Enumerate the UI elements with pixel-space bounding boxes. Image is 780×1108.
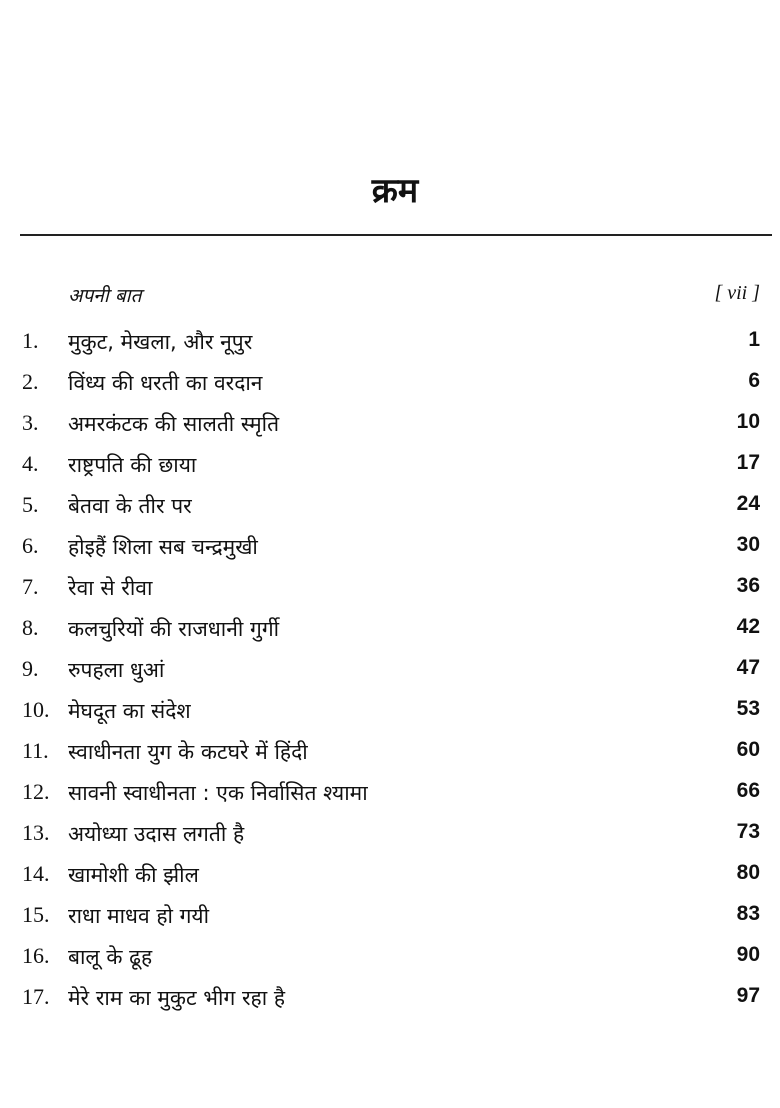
toc-entry-title: स्वाधीनता युग के कटघरे में हिंदी [68,740,308,764]
toc-entry-number: 17. [22,984,50,1009]
toc-entry-number: 16. [22,943,50,968]
toc-entry-page: 97 [736,984,760,1007]
toc-entry-page: 24 [736,492,760,515]
toc-entry-title: मेघदूत का संदेश [68,699,191,723]
toc-entry-page: 36 [736,574,760,597]
toc-entry[interactable] [0,779,780,819]
toc-entry[interactable] [0,615,780,655]
toc-entry-page: 83 [736,902,760,925]
toc-entry[interactable] [0,369,780,409]
toc-entry-number: 12. [22,779,50,804]
toc-entry-title: कलचुरियों की राजधानी गुर्गी [68,617,280,641]
toc-entry-page: 73 [736,820,760,843]
toc-entry-title: बालू के ढूह [68,945,153,969]
toc-entry-number: 9. [22,656,39,681]
toc-entry-page: 42 [736,615,760,638]
toc-entry-title: रेवा से रीवा [68,576,153,600]
toc-entry-number: 1. [22,328,39,353]
toc-entry-number: 15. [22,902,50,927]
toc-entry-number: 5. [22,492,39,517]
toc-entry-page: 53 [736,697,760,720]
toc-entry[interactable] [0,738,780,778]
toc-entry-page: 80 [736,861,760,884]
toc-entry-page: 6 [748,369,760,392]
toc-entry-page: 1 [748,328,760,351]
toc-entry[interactable] [0,697,780,737]
toc-entry[interactable] [0,861,780,901]
toc-entry[interactable] [0,943,780,983]
toc-entry[interactable] [0,902,780,942]
toc-entry-number: 2. [22,369,39,394]
toc-entry[interactable] [0,656,780,696]
toc-entry[interactable] [0,574,780,614]
toc-entry-number: 14. [22,861,50,886]
toc-entry-page: 47 [736,656,760,679]
toc-entry-number: 6. [22,533,39,558]
toc-entry-page: 10 [736,410,760,433]
toc-entry-number: 10. [22,697,50,722]
toc-entry-title: खामोशी की झील [68,863,199,887]
toc-entry[interactable] [0,451,780,491]
toc-entry-page: 30 [736,533,760,556]
toc-entry[interactable] [0,820,780,860]
toc-entry[interactable] [0,492,780,532]
toc-entry-title: होइहैं शिला सब चन्द्रमुखी [68,535,258,559]
toc-entry-page: 66 [736,779,760,802]
toc-entry[interactable] [0,410,780,450]
toc-entry-number: 3. [22,410,39,435]
toc-entry-title: अमरकंटक की सालती स्मृति [68,412,280,436]
toc-entry-page: 90 [736,943,760,966]
toc-entry-title: मेरे राम का मुकुट भीग रहा है [68,986,285,1010]
toc-entry-title: विंध्य की धरती का वरदान [68,371,263,395]
toc-entry-page: [ vii ] [714,282,760,304]
toc-entry-number: 11. [22,738,49,763]
toc-entry-page: 17 [736,451,760,474]
page-title: क्रम [371,171,419,211]
toc-entry[interactable] [0,984,780,1024]
toc-entry-title: अपनी बात [68,285,142,307]
toc-entry-page: 60 [736,738,760,761]
toc-entry-number: 13. [22,820,50,845]
title-divider [20,234,772,236]
toc-entry-number: 7. [22,574,39,599]
toc-entry-number: 4. [22,451,39,476]
toc-entry-number: 8. [22,615,39,640]
toc-entry-title: रुपहला धुआं [68,658,165,682]
toc-entry-title: सावनी स्वाधीनता : एक निर्वासित श्यामा [68,781,368,805]
toc-entry-title: बेतवा के तीर पर [68,494,192,518]
toc-entry-title: अयोध्या उदास लगती है [68,822,245,846]
toc-entry-title: मुकुट, मेखला, और नूपुर [68,330,253,354]
toc-entry[interactable] [0,533,780,573]
toc-entry[interactable] [0,328,780,368]
toc-preface[interactable] [0,282,780,322]
toc-entry-title: राधा माधव हो गयी [68,904,210,928]
toc-entry-title: राष्ट्रपति की छाया [68,453,197,477]
